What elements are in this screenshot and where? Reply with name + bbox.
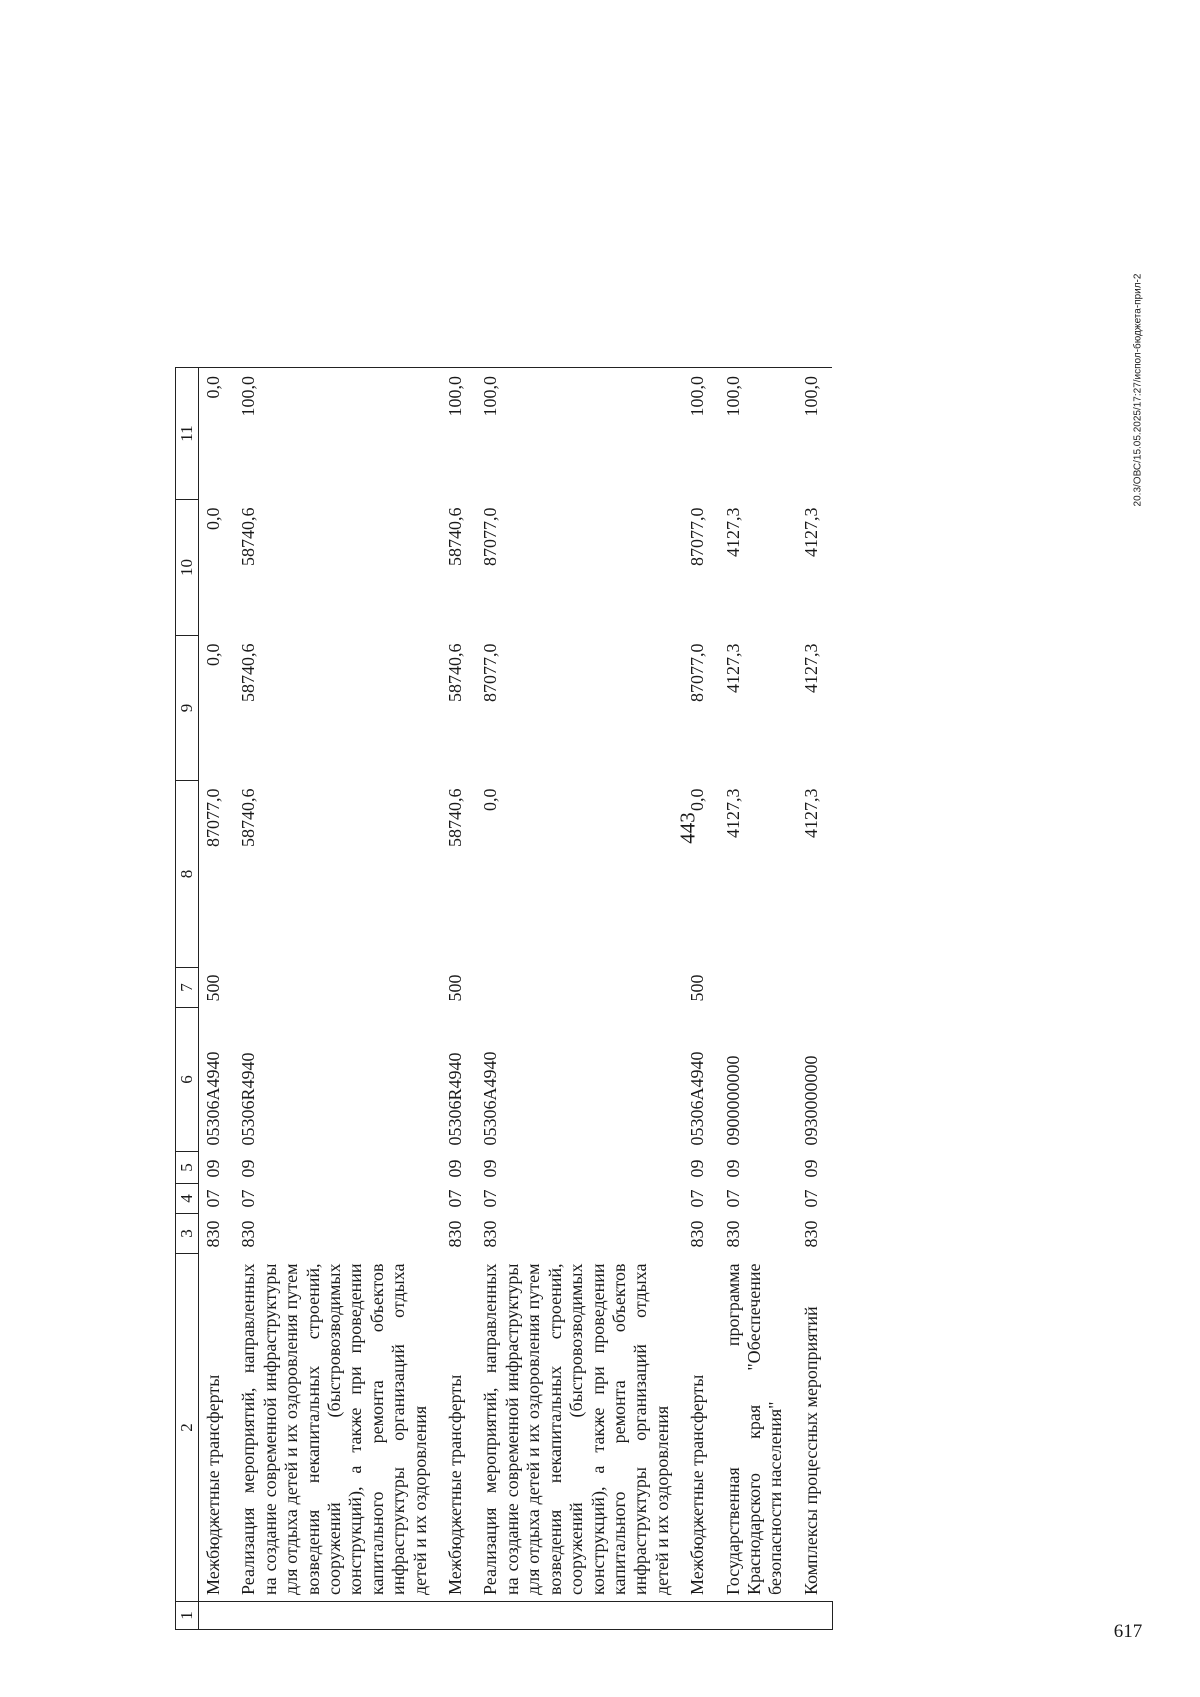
cell-description: Комплексы процессных мероприятий	[800, 1306, 821, 1595]
cell-subsection: 09	[238, 1159, 259, 1178]
cell-amount-9: 4127,3	[800, 643, 821, 693]
cell-amount-9: 4127,3	[722, 643, 743, 693]
cell-target-article: 05306А4940	[480, 1051, 501, 1146]
cell-description: Реализация мероприятий, направленных на создание современной инфраструктуры для отдыха детей и их оздоровления путем возведения некапитальных строений, сооружений (быстровозводимых конструкций), а также при проведении капитального ремонта объектов инфраструктуры организаций отдыха детей и их оздоровления	[480, 1263, 672, 1595]
table-row	[476, 368, 683, 1630]
cell-expense-type: 500	[203, 974, 223, 1002]
header-cell: 4	[176, 1184, 199, 1214]
cell-percent: 100,0	[441, 368, 476, 500]
cell-amount-10: 4127,3	[800, 507, 821, 557]
cell-target-article: 05306R4940	[445, 1052, 466, 1146]
cell-amount-10: 58740,6	[445, 507, 466, 566]
cell-ministry-code: 830	[800, 1220, 821, 1248]
cell-percent: 100,0	[476, 368, 683, 500]
cell-amount-10: 0,0	[203, 507, 223, 530]
cell-amount-9: 0,0	[203, 643, 223, 666]
cell-expense-type: 500	[445, 974, 466, 1002]
document-footer-code: 20.3/ОВС/15.05.2025/17:27/испол-бюджета-прил-2	[1132, 273, 1144, 507]
table-row	[234, 368, 441, 1630]
cell-amount-8: 87077,0	[203, 788, 223, 847]
cell-subsection: 09	[480, 1159, 501, 1178]
cell-ministry-code: 830	[480, 1220, 501, 1248]
cell-section: 07	[722, 1189, 743, 1208]
table-row	[441, 368, 476, 1630]
rotated-table-area	[175, 60, 1095, 1630]
cell-description: Межбюджетные трансферты	[203, 1374, 223, 1595]
cell-percent: 100,0	[683, 368, 718, 500]
budget-table	[175, 367, 833, 1630]
cell-number	[683, 1602, 718, 1630]
cell-number	[797, 1602, 832, 1630]
cell-subsection: 09	[687, 1159, 708, 1178]
cell-expense-type	[234, 968, 441, 1008]
header-cell: 9	[176, 636, 199, 781]
cell-number	[476, 1602, 683, 1630]
cell-amount-8: 0,0	[687, 788, 708, 811]
cell-percent: 0,0	[199, 368, 235, 500]
cell-description: Межбюджетные трансферты	[687, 1374, 708, 1595]
cell-amount-10: 87077,0	[687, 507, 708, 566]
header-cell: 10	[176, 500, 199, 636]
cell-amount-9: 58740,6	[238, 643, 259, 702]
cell-section: 07	[687, 1189, 708, 1208]
cell-expense-type	[719, 968, 797, 1008]
header-row	[176, 368, 199, 1630]
cell-amount-9: 87077,0	[480, 643, 501, 702]
cell-target-article: 0900000000	[722, 1055, 743, 1146]
page-number-bottom: 617	[1113, 1621, 1143, 1642]
header-cell: 11	[176, 368, 199, 500]
cell-number	[441, 1602, 476, 1630]
cell-target-article: 05306А4940	[203, 1051, 223, 1146]
cell-section: 07	[480, 1189, 501, 1208]
cell-ministry-code: 830	[203, 1220, 223, 1248]
cell-section: 07	[203, 1189, 223, 1208]
cell-amount-10: 58740,6	[238, 507, 259, 566]
table-row	[683, 368, 718, 1630]
header-cell: 6	[176, 1008, 199, 1152]
cell-subsection: 09	[203, 1159, 223, 1178]
header-cell: 7	[176, 968, 199, 1008]
header-cell: 2	[176, 1254, 199, 1602]
table-row	[719, 368, 797, 1630]
cell-section: 07	[445, 1189, 466, 1208]
cell-description: Реализация мероприятий, направленных на создание современной инфраструктуры для отдыха детей и их оздоровления путем возведения некапитальных строений, сооружений (быстровозводимых конструкций), а также при проведении капитального ремонта объектов инфраструктуры организаций отдыха детей и их оздоровления	[238, 1263, 430, 1595]
cell-amount-8: 58740,6	[445, 788, 466, 847]
cell-target-article: 05306R4940	[238, 1052, 259, 1146]
cell-amount-10: 4127,3	[722, 507, 743, 557]
header-cell: 1	[176, 1602, 199, 1630]
cell-subsection: 09	[445, 1159, 466, 1178]
cell-amount-8: 58740,6	[238, 788, 259, 847]
header-cell: 5	[176, 1152, 199, 1184]
cell-amount-9: 87077,0	[687, 643, 708, 702]
cell-expense-type: 500	[687, 974, 708, 1002]
cell-percent: 100,0	[234, 368, 441, 500]
cell-amount-8: 0,0	[480, 788, 501, 811]
cell-ministry-code: 830	[722, 1220, 743, 1248]
cell-number	[234, 1602, 441, 1630]
cell-amount-10: 87077,0	[480, 507, 501, 566]
cell-ministry-code: 830	[445, 1220, 466, 1248]
cell-description: Межбюджетные трансферты	[445, 1374, 466, 1595]
cell-percent: 100,0	[797, 368, 832, 500]
table-row	[797, 368, 832, 1630]
cell-target-article: 05306А4940	[687, 1051, 708, 1146]
cell-subsection: 09	[722, 1159, 743, 1178]
page-number-top: 443	[675, 812, 700, 844]
cell-amount-8: 4127,3	[722, 788, 743, 838]
cell-expense-type	[476, 968, 683, 1008]
cell-amount-9: 58740,6	[445, 643, 466, 702]
cell-number	[719, 1602, 797, 1630]
cell-target-article: 0930000000	[800, 1055, 821, 1146]
cell-ministry-code: 830	[687, 1220, 708, 1248]
cell-section: 07	[238, 1189, 259, 1208]
cell-subsection: 09	[800, 1159, 821, 1178]
table-row	[199, 368, 235, 1630]
header-cell: 8	[176, 781, 199, 968]
cell-percent: 100,0	[719, 368, 797, 500]
cell-description: Государственная программа Краснодарского края "Обеспечение безопасности населения"	[722, 1263, 786, 1595]
cell-ministry-code: 830	[238, 1220, 259, 1248]
cell-amount-8: 4127,3	[800, 788, 821, 838]
cell-number	[199, 1602, 235, 1630]
cell-expense-type	[797, 968, 832, 1008]
header-cell: 3	[176, 1214, 199, 1254]
cell-section: 07	[800, 1189, 821, 1208]
